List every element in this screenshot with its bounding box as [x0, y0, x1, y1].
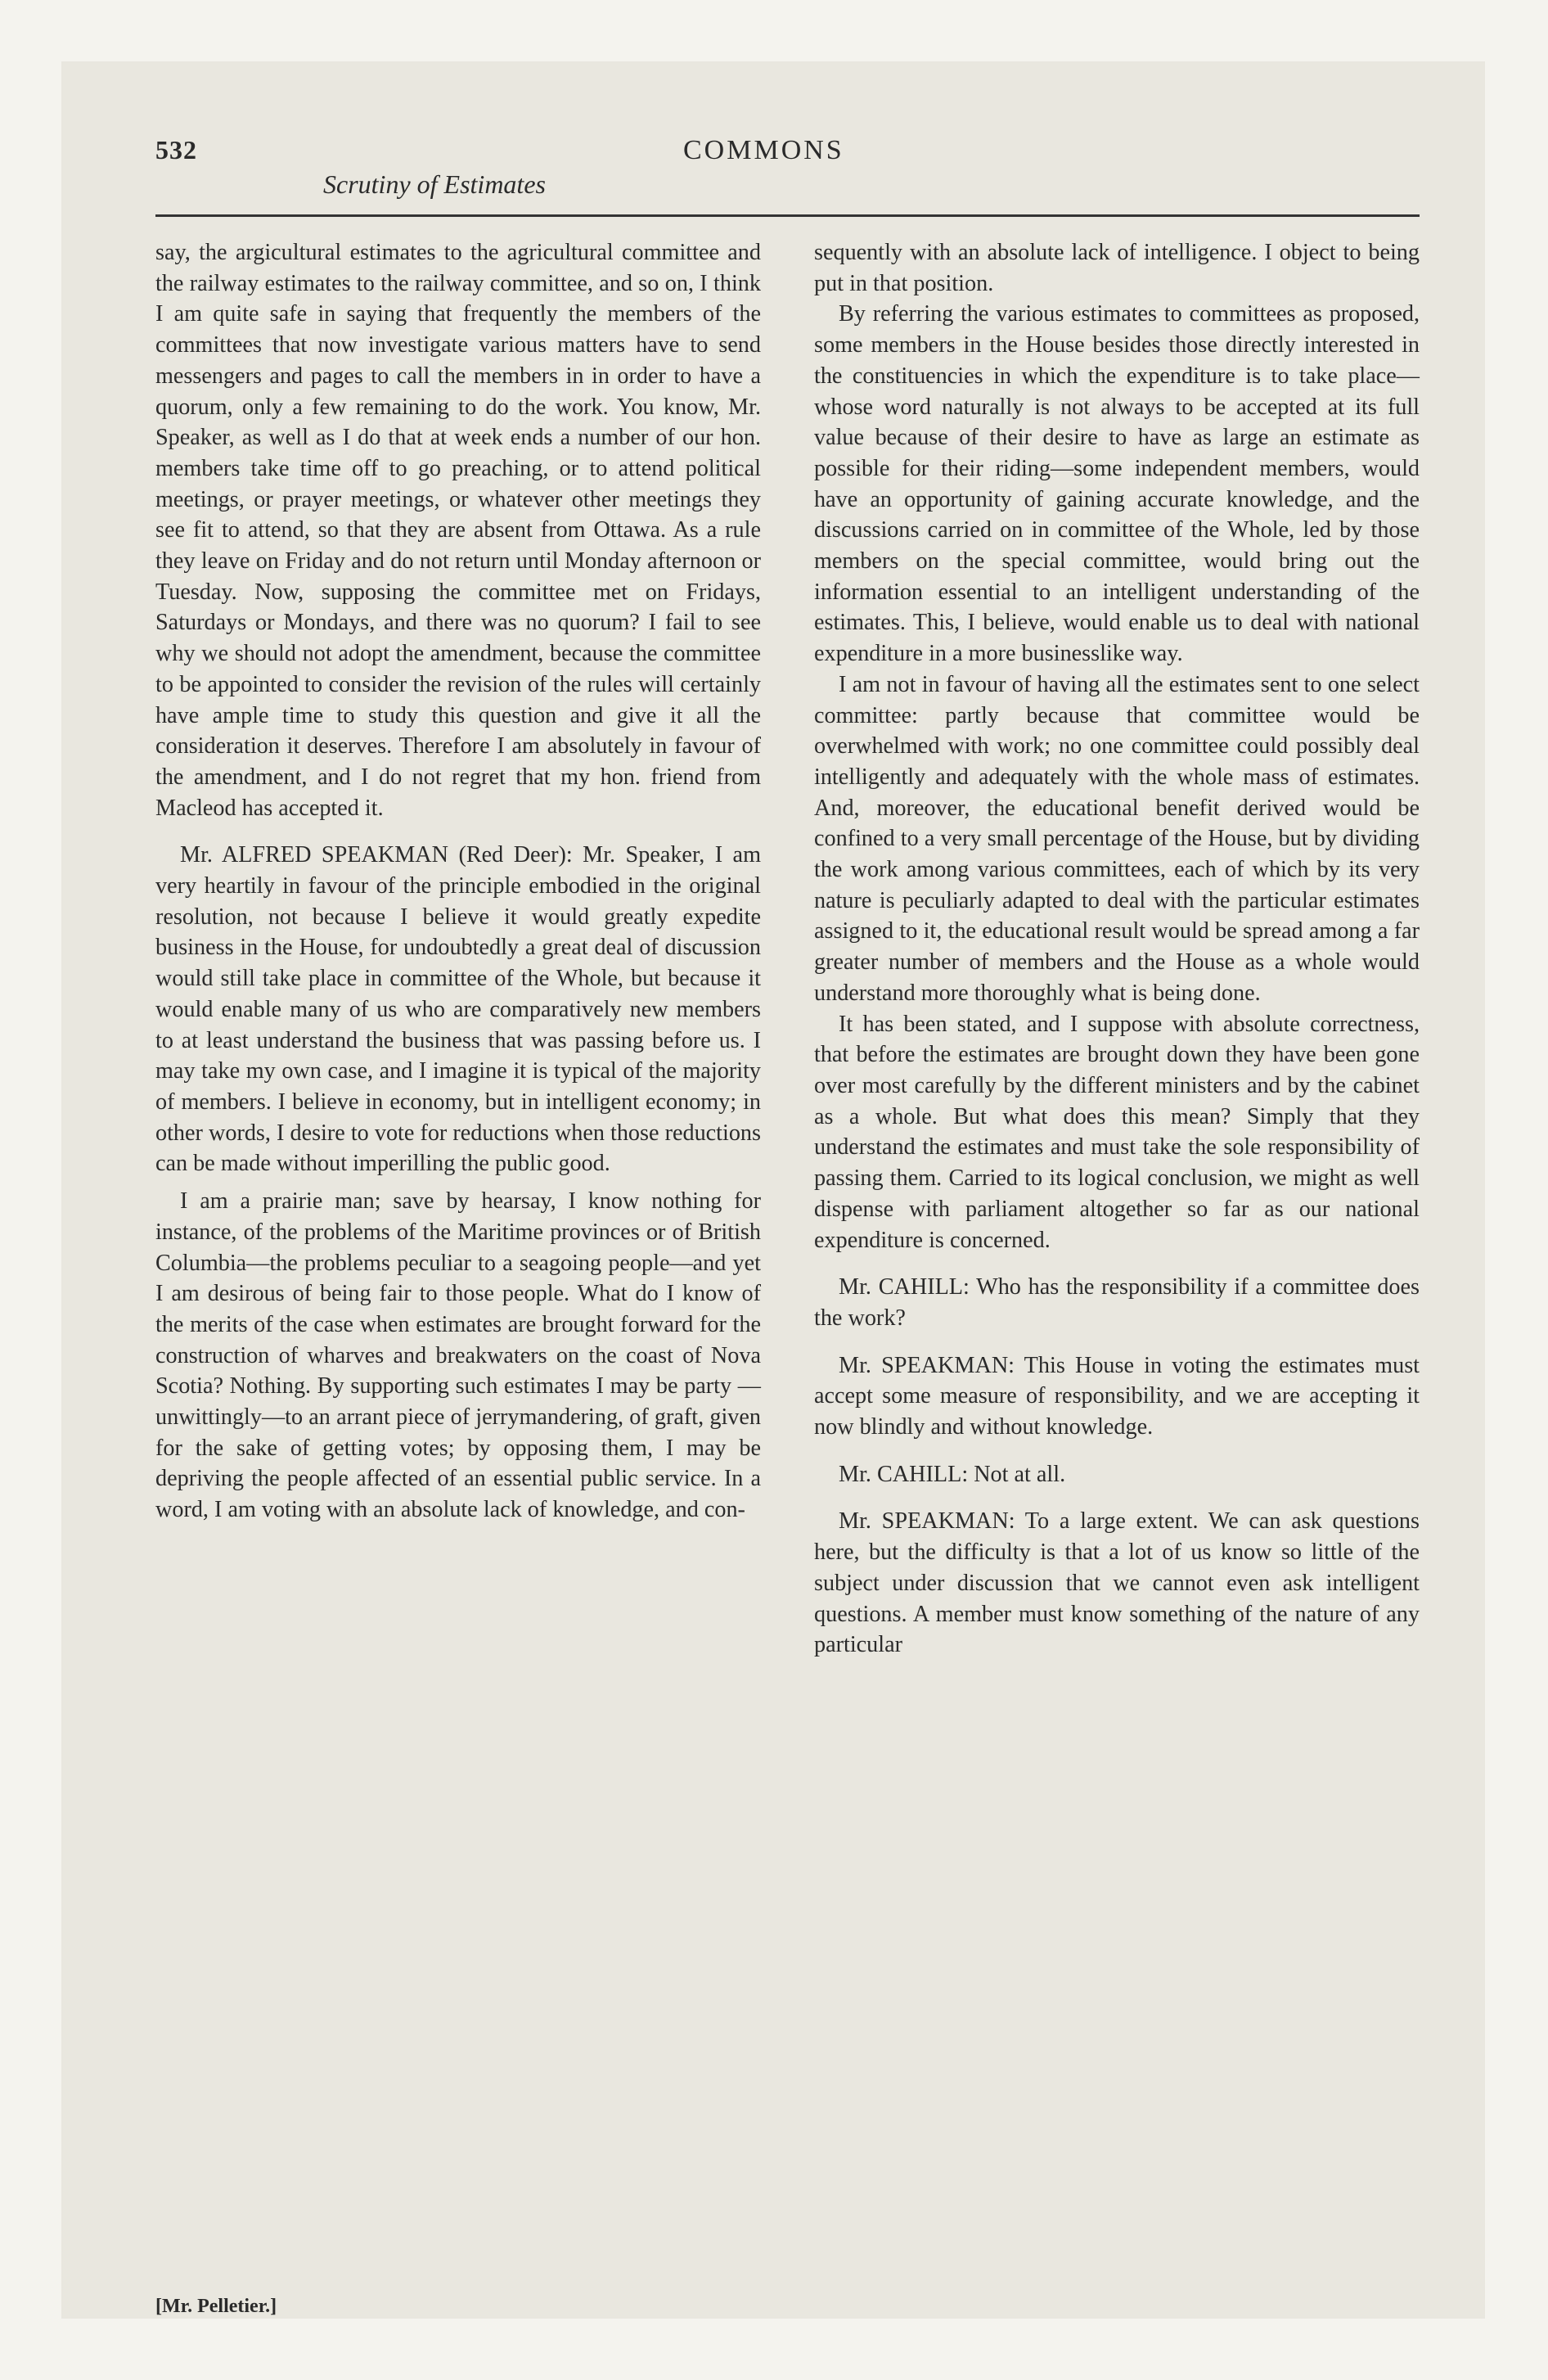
paragraph: Mr. ALFRED SPEAKMAN (Red Deer): Mr. Speaker, I am very heartily in favour of the principle embodied in the original resolution, not because I believe it would greatly expedite business in the House, for undoubtedly a great deal of discussion would still take place in committee of the Whole, but because it would enable many of us who are comparatively new members to at least understand the business that was passing before us. I may take my own case, and I imagine it is typical of the majority of members. I believe in economy, but in intelligent economy; in other words, I desire to vote for reductions when those reductions can be made without imperilling the public good. — [155, 842, 761, 1177]
paragraph: Mr. SPEAKMAN: To a large extent. We can ask questions here, but the difficulty is that a lot of us know so little of the subject under discussion that we cannot even ask intelligent questions. A member must know something of the nature of any particular — [814, 1508, 1420, 1658]
hansard-page — [155, 135, 1420, 2317]
paragraph: Mr. CAHILL: Who has the responsibility if a committee does the work? — [814, 1274, 1420, 1331]
paragraph: By referring the various estimates to committees as proposed, some members in the House besides those directly interested in the constituencies in which the expenditure is to take place—whose word naturally is not always to be accepted at its full value because of their desire to have as large an estimate as possible for their riding—some independent members, would have an opportunity of gaining accurate knowledge, and the discussions carried on in committee of the Whole, led by those members on the special committee, would bring out the information essential to an intelligent understanding of the estimates. This, I believe, would enable us to deal with national expenditure in a more businesslike way. — [814, 301, 1420, 667]
section-title: COMMONS — [683, 135, 844, 165]
right-column — [814, 237, 1420, 1661]
page-header — [155, 135, 1420, 225]
paragraph: I am not in favour of having all the estimates sent to one select committee: partly because that committee would be overwhelmed with work; no one committee could possibly deal intelligently and adequately with the whole mass of estimates. And, moreover, the educational benefit derived would be confined to a very small percentage of the House, but by dividing the work among various committees, each of which by its very nature is peculiarly adapted to deal with the particular estimates assigned to it, the educational result would be spread among a far greater number of members and the House as a whole would understand more thoroughly what is being done. — [814, 671, 1420, 1006]
page-number: 532 — [155, 135, 197, 165]
footer-speaker-note: [Mr. Pelletier.] — [155, 2296, 277, 2317]
paragraph: say, the argicultural estimates to the agricultural committee and the railway estimates to the railway committee, and so on, I think I am quite safe in saying that frequently the members of the committees that now investigate various matters have to send messengers and pages to call the members in in order to have a quorum, only a few remaining to do the work. You know, Mr. Speaker, as well as I do that at week ends a number of our hon. members take time off to go preaching, or to attend political meetings, or prayer meetings, or whatever other meetings they see fit to attend, so that they are absent from Ottawa. As a rule they leave on Friday and do not return until Monday afternoon or Tuesday. Now, supposing the committee met on Fridays, Saturdays or Mondays, and there was no quorum? I fail to see why we should not adopt the amendment, because the committee to be appointed to consider the revision of the rules will certainly have ample time to study this question and give it all the consideration it deserves. Therefore I am absolutely in favour of the amendment, and I do not regret that my hon. friend from Macleod has accepted it. — [155, 240, 761, 821]
paragraph: Mr. CAHILL: Not at all. — [839, 1461, 1066, 1487]
paragraph: I am a prairie man; save by hearsay, I know nothing for instance, of the problems of the Maritime provinces or of British Columbia—the problems peculiar to a seagoing people—and yet I am desirous of being fair to those people. What do I know of the merits of the case when estimates are brought forward for the construction of wharves and breakwaters on the coast of Nova Scotia? Nothing. By supporting such estimates I may be party —unwittingly—to an arrant piece of jerrymandering, of graft, given for the sake of getting votes; by opposing them, I may be depriving the people affected of an essential public service. In a word, I am voting with an absolute lack of knowledge, and con- — [155, 1188, 761, 1523]
paragraph: sequently with an absolute lack of intelligence. I object to being put in that position. — [814, 240, 1420, 296]
paragraph: It has been stated, and I suppose with absolute correctness, that before the estimates are brought down they have been gone over most carefully by the different ministers and by the cabinet as a whole. But what does this mean? Simply that they understand the estimates and must take the sole responsibility of passing them. Carried to its logical conclusion, we might as well dispense with parliament altogether so far as our national expenditure is concerned. — [814, 1011, 1420, 1253]
running-head: Scrutiny of Estimates — [323, 169, 546, 199]
left-column — [155, 237, 761, 1526]
header-rule — [155, 214, 1420, 217]
paragraph: Mr. SPEAKMAN: This House in voting the estimates must accept some measure of responsibility, and we are accepting it now blindly and without knowledge. — [814, 1352, 1420, 1440]
